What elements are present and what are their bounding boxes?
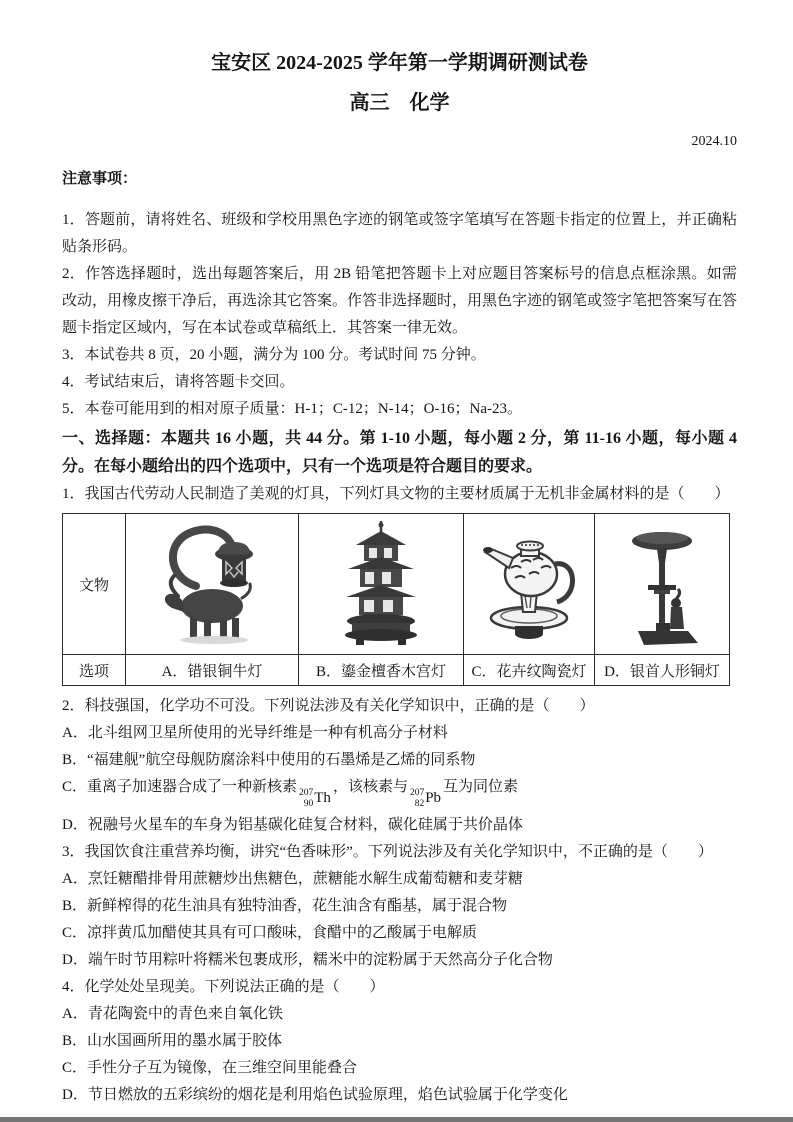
isotope-mass-number: 207 [409, 788, 425, 798]
element-symbol: Th [314, 790, 331, 807]
notice-item-4: 4．考试结束后，请将答题卡交回。 [62, 374, 295, 390]
q2-option-b: B．“福建舰”航空母舰防腐涂料中使用的石墨烯是乙烯的同系物 [62, 752, 476, 768]
q2-option-c-post: 互为同位素 [443, 779, 519, 795]
question-4-stem: 4．化学处处呈现美。下列说法正确的是（ ） [62, 979, 385, 996]
paper-title: 宝安区 2024-2025 学年第一学期调研测试卷 [211, 52, 588, 74]
bronze-ox-lamp-image [152, 520, 272, 648]
q3-option-b: B．新鲜榨得的花生油具有独特油香，花生油含有酯基，属于混合物 [62, 898, 508, 915]
question-1-artifact-table [62, 513, 730, 686]
table-row-options [63, 655, 730, 686]
q4-option-a: A．青花陶瓷中的青色来自氧化铁 [62, 1006, 283, 1023]
page-bottom-edge [0, 1117, 793, 1122]
q3-option-c: C．凉拌黄瓜加醋使其具有可口酸味，食醋中的乙酸属于电解质 [62, 925, 478, 942]
table-row-artifacts [63, 514, 730, 655]
isotope-atomic-number: 90 [303, 798, 314, 809]
q3-option-a: A．烹饪糖醋排骨用蔗糖炒出焦糖色，蔗糖能水解生成葡萄糖和麦芽糖 [62, 871, 523, 888]
isotope-mass-number: 207 [299, 788, 314, 798]
question-3-stem: 3．我国饮食注重营养均衡，讲究“色香味形”。下列说法涉及有关化学知识中，不正确的是（ ） [62, 844, 713, 861]
notice-item-5: 5．本卷可能用到的相对原子质量：H-1；C-12；N-14；O-16；Na-23。 [62, 401, 522, 417]
question-1-stem: 1．我国古代劳动人民制造了美观的灯具，下列灯具文物的主要材质属于无机非金属材料的是（ ） [62, 486, 730, 502]
element-symbol: Pb [425, 790, 442, 807]
lead-isotope-notation [410, 785, 441, 812]
q3-option-d: D．端午时节用粽叶将糯米包裹成形，糯米中的淀粉属于天然高分子化合物 [62, 952, 553, 969]
q2-option-d: D．祝融号火星车的车身为铝基碳化硅复合材料，碳化硅属于共价晶体 [62, 817, 523, 834]
thorium-isotope-notation [299, 785, 331, 812]
paper-date: 2024.10 [691, 134, 737, 149]
artifact-cell-a [126, 514, 299, 655]
q2-option-c-mid: ，该核素与 [332, 779, 408, 795]
q4-option-b: B．山水国画所用的墨水属于胶体 [62, 1033, 283, 1050]
artifact-cell-c [464, 514, 595, 655]
section-heading: 一、选择题：本题共 16 小题，共 44 分。第 1-10 小题，每小题 2 分，第 11-16 小题，每小题 4 分。在每小题给出的四个选项中，只有一个选项是符合题目的要求。 [62, 430, 737, 475]
q2-option-a: A．北斗组网卫星所使用的光导纤维是一种有机高分子材料 [62, 725, 448, 741]
q1-option-c: C．花卉纹陶瓷灯 [464, 655, 595, 686]
table-header-artifact: 文物 [63, 514, 126, 655]
q2-option-c [62, 774, 737, 812]
artifact-cell-b [299, 514, 464, 655]
q2-option-c-pre: C．重离子加速器合成了一种新核素 [62, 779, 298, 795]
table-header-option: 选项 [63, 655, 126, 686]
floral-ceramic-lamp-image [473, 522, 585, 646]
isotope-atomic-number: 82 [414, 798, 425, 809]
q1-option-d: D．银首人形铜灯 [595, 655, 730, 686]
notices-heading: 注意事项： [62, 171, 138, 187]
q4-option-d: D．节日燃放的五彩缤纷的烟花是利用焰色试验原理，焰色试验属于化学变化 [62, 1087, 568, 1104]
q1-option-a: A．错银铜牛灯 [126, 655, 299, 686]
artifact-cell-d [595, 514, 730, 655]
notice-item-1: 1．答题前，请将姓名、班级和学校用黑色字迹的钢笔或签字笔填写在答题卡指定的位置上，并正确粘贴条形码。 [62, 212, 737, 255]
figure-bronze-lamp-image [610, 519, 714, 649]
notice-item-3: 3．本试卷共 8 页，20 小题，满分为 100 分。考试时间 75 分钟。 [62, 347, 486, 363]
q1-option-b: B．鎏金檀香木宫灯 [299, 655, 464, 686]
paper-subtitle: 高三 化学 [349, 92, 450, 114]
notice-item-2: 2．作答选择题时，选出每题答案后，用 2B 铅笔把答题卡上对应题目答案标号的信息点框涂黑。如需改动，用橡皮擦干净后，再选涂其它答案。作答非选择题时，用黑色字迹的钢笔或签字笔把答案写在答题卡指定区域内，写在本试卷或草稿纸上．其答案一律无效。 [62, 266, 738, 336]
pagoda-palace-lantern-image [326, 519, 436, 649]
q4-option-c: C．手性分子互为镜像，在三维空间里能叠合 [62, 1060, 358, 1077]
question-2-stem: 2．科技强国，化学功不可没。下列说法涉及有关化学知识中，正确的是（ ） [62, 698, 595, 714]
